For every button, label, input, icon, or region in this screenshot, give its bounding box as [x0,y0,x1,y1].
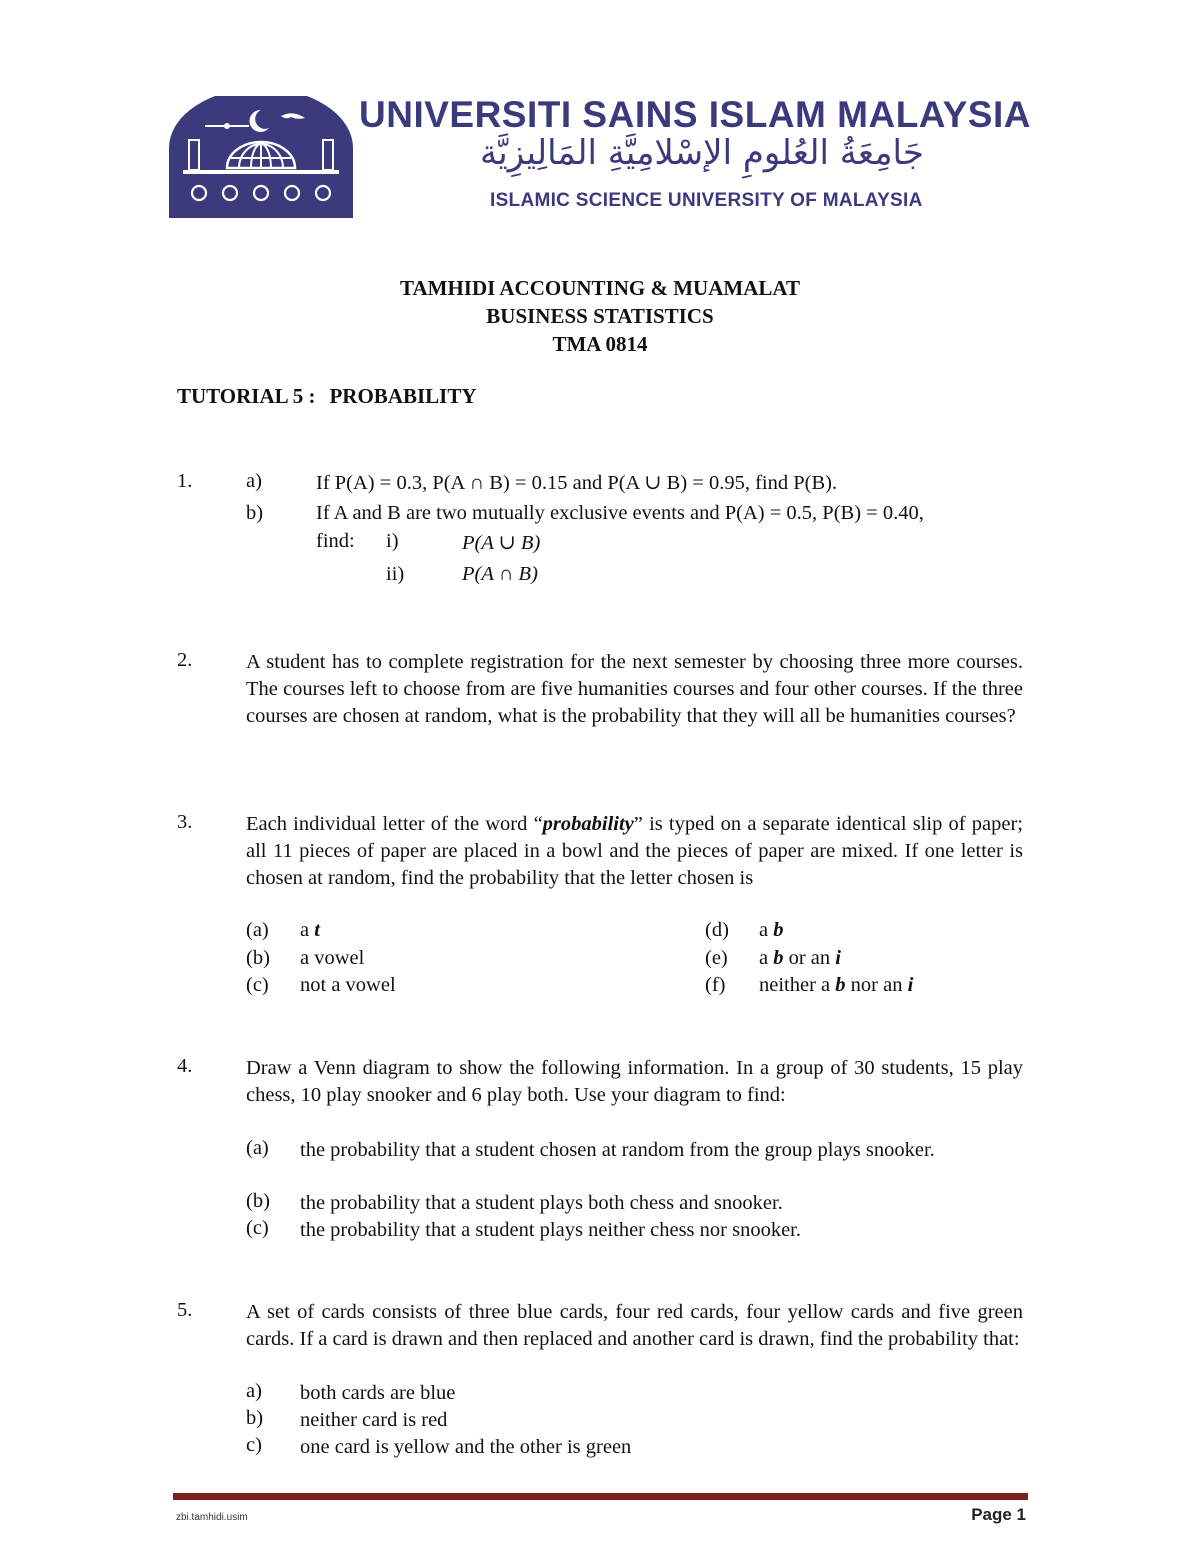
part-label: b) [246,1407,264,1429]
option-label: (d) [705,919,729,941]
course-code: TMA 0814 [552,332,648,356]
question-text: A set of cards consists of three blue cards, four red cards, four yellow cards and five green cards. If a card is drawn and then replaced and another card is drawn, find the probability that: [246,1301,1023,1350]
part-text: If P(A) = 0.3, P(A ∩ B) = 0.15 and P(A ∪ B) = 0.95, find P(B). [316,472,838,494]
university-name: UNIVERSITI SAINS ISLAM MALAYSIA [359,94,1031,135]
subpart-label: i) [386,530,399,552]
question-number: 1. [177,470,193,492]
part-label: a) [246,470,262,492]
question-number: 4. [177,1055,193,1077]
option-label: (c) [246,974,269,996]
part-text: neither card is red [300,1409,448,1431]
question-text: Draw a Venn diagram to show the following information. In a group of 30 students, 15 play chess, 10 play snooker and 6 play both. Use your diagram to find: [246,1057,1023,1106]
option-text: not a vowel [300,974,396,996]
word-probability: probability [542,813,634,835]
expression: P(A ∩ B) [462,563,538,585]
part-text: If A and B are two mutually exclusive events and P(A) = 0.5, P(B) = 0.40, [316,502,924,524]
option-text: a b [759,919,784,941]
page-number: Page 1 [971,1505,1026,1524]
course-title: BUSINESS STATISTICS [486,304,714,328]
part-text: both cards are blue [300,1382,456,1404]
tutorial-heading [177,384,477,409]
university-logo-emblem [169,96,353,218]
expression: P(A ∪ B) [462,532,541,554]
university-name-english: ISLAMIC SCIENCE UNIVERSITY OF MALAYSIA [490,190,923,211]
university-name-arabic: جَامِعَةُ العُلومِ الإسْلامِيَّةِ المَالِيزِيَّة [480,133,924,173]
text-after: ” is typed on a separate identical slip of paper; all 11 pieces of paper are placed in a bowl and the pieces of paper are mixed. If one letter is chosen at random, find the probability that the letter chosen is [246,813,1023,889]
question-number: 3. [177,811,193,833]
question-text: A student has to complete registration for the next semester by choosing three more courses. The courses left to choose from are five humanities courses and four other courses. If the three courses are chosen at random, what is the probability that they will all be humanities courses? [246,651,1023,727]
option-text: a b or an i [759,947,841,969]
tutorial-label: TUTORIAL 5 : [177,384,316,408]
text-before: Each individual letter of the word “ [246,813,543,835]
part-label: (b) [246,1190,270,1212]
subpart-label: ii) [386,563,405,585]
part-label: c) [246,1434,262,1456]
part-text: the probability that a student plays neither chess nor snooker. [300,1219,801,1241]
question-number: 2. [177,649,193,671]
footer-divider [173,1493,1028,1500]
part-label: a) [246,1380,262,1402]
option-label: (b) [246,947,270,969]
footer-source: zbi.tamhidi.usim [176,1512,248,1523]
part-label: b) [246,502,264,524]
part-label: (a) [246,1137,269,1159]
part-text: one card is yellow and the other is green [300,1436,632,1458]
question-text [246,811,1023,891]
option-label: (e) [705,947,728,969]
tutorial-topic: PROBABILITY [329,384,477,408]
question-number: 5. [177,1299,193,1321]
part-text: the probability that a student chosen at random from the group plays snooker. [300,1139,935,1161]
part-text: the probability that a student plays both chess and snooker. [300,1192,783,1214]
option-text: a t [300,919,320,941]
program-title: TAMHIDI ACCOUNTING & MUAMALAT [400,276,800,300]
option-text: neither a b nor an i [759,974,914,996]
option-text: a vowel [300,947,365,969]
find-label: find: [316,530,355,552]
part-label: (c) [246,1217,269,1239]
option-label: (a) [246,919,269,941]
option-label: (f) [705,974,726,996]
